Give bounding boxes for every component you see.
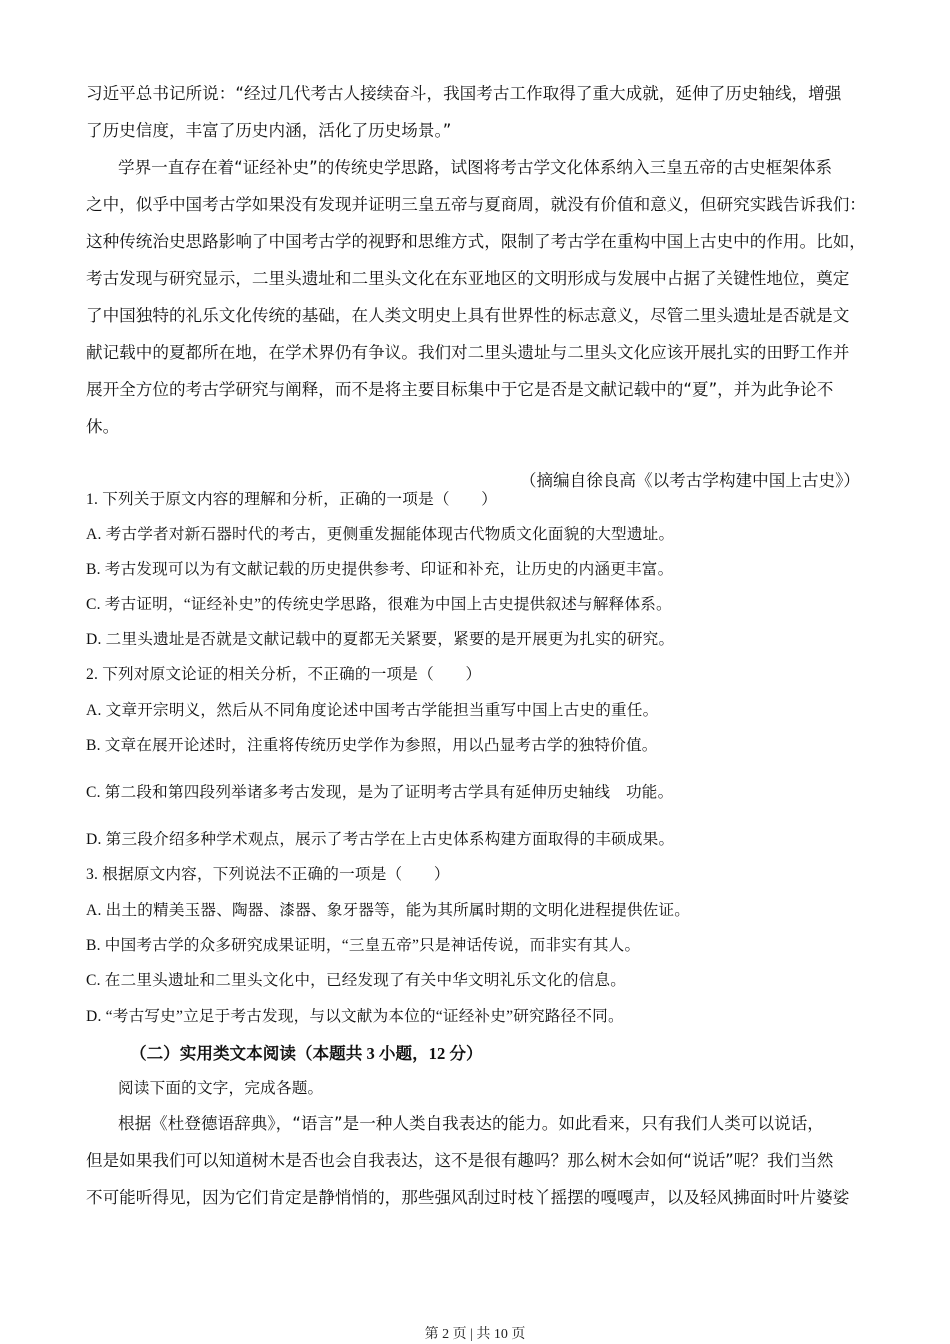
option-c: C. 在二里头遗址和二里头文化中，已经发现了有关中华文明礼乐文化的信息。 xyxy=(86,972,626,989)
option-d: D. 第三段介绍多种学术观点，展示了考古学在上古史体系构建方面取得的丰硕成果。 xyxy=(86,831,675,848)
option-b: B. 考古发现可以为有文献记载的历史提供参考、印证和补充，让历史的内涵更丰富。 xyxy=(86,561,674,578)
paragraph-line: 习近平总书记所说：“经过几代考古人接续奋斗，我国考古工作取得了重大成就，延伸了历史轴线，增强 xyxy=(86,84,842,103)
paragraph-line: 之中，似乎中国考古学如果没有发现并证明三皇五帝与夏商周，就没有价值和意义，但研究实践告诉我们： xyxy=(86,195,866,214)
option-a: A. 文章开宗明义，然后从不同角度论述中国考古学能担当重写中国上古史的重任。 xyxy=(86,702,659,719)
option-b: B. 文章在展开论述时，注重将传统历史学作为参照，用以凸显考古学的独特价值。 xyxy=(86,737,658,754)
paragraph-line: 考古发现与研究显示，二里头遗址和二里头文化在东亚地区的文明形成与发展中占据了关键性地位，奠定 xyxy=(86,269,850,288)
paragraph-line: 根据《杜登德语辞典》，“语言”是一种人类自我表达的能力。如此看来，只有我们人类可以说话， xyxy=(118,1114,824,1133)
option-a: A. 考古学者对新石器时代的考古，更侧重发掘能体现古代物质文化面貌的大型遗址。 xyxy=(86,526,675,543)
paragraph-line: 学界一直存在着“证经补史”的传统史学思路，试图将考古学文化体系纳入三皇五帝的古史框架体系 xyxy=(118,158,833,177)
paragraph-line: 但是如果我们可以知道树木是否也会自我表达，这不是很有趣吗？那么树木会如何“说话”呢？我们当然 xyxy=(86,1151,834,1170)
source-attribution: （摘编自徐良高《以考古学构建中国上古史》） xyxy=(519,470,860,490)
paragraph-line: 了中国独特的礼乐文化传统的基础，在人类文明史上具有世界性的标志意义，尽管二里头遗址是否就是文 xyxy=(86,306,850,325)
option-d: D. “考古写史”立足于考古发现，与以文献为本位的“证经补史”研究路径不同。 xyxy=(86,1008,624,1025)
question-stem: 2. 下列对原文论证的相关分析，不正确的一项是（ ） xyxy=(86,666,482,683)
option-a: A. 出土的精美玉器、陶器、漆器、象牙器等，能为其所属时期的文明化进程提供佐证。 xyxy=(86,902,691,919)
section-heading: （二）实用类文本阅读（本题共 3 小题，12 分） xyxy=(130,1044,483,1063)
option-b: B. 中国考古学的众多研究成果证明，“三皇五帝”只是神话传说，而非实有其人。 xyxy=(86,937,641,954)
option-c: C. 考古证明，“证经补史”的传统史学思路，很难为中国上古史提供叙述与解释体系。 xyxy=(86,596,672,613)
paragraph-line: 献记载中的夏都所在地，在学术界仍有争议。我们对二里头遗址与二里头文化应该开展扎实的田野工作并 xyxy=(86,343,850,362)
paragraph-line: 展开全方位的考古学研究与阐释，而不是将主要目标集中于它是否是文献记载中的“夏”，并为此争论不 xyxy=(86,380,834,399)
section-instruction: 阅读下面的文字，完成各题。 xyxy=(118,1080,324,1097)
paragraph-line: 不可能听得见，因为它们肯定是静悄悄的，那些强风刮过时枝丫摇摆的嘎嘎声，以及轻风拂面时叶片婆娑 xyxy=(86,1188,850,1207)
paragraph-line: 休。 xyxy=(86,417,120,436)
page-footer: 第 2 页 | 共 10 页 xyxy=(424,1327,526,1342)
paragraph-line: 这种传统治史思路影响了中国考古学的视野和思维方式，限制了考古学在重构中国上古史中的作用。比如， xyxy=(86,232,866,251)
question-stem: 1. 下列关于原文内容的理解和分析，正确的一项是（ ） xyxy=(86,491,498,508)
question-stem: 3. 根据原文内容，下列说法不正确的一项是（ ） xyxy=(86,866,450,883)
option-c: C. 第二段和第四段列举诸多考古发现，是为了证明考古学具有延伸历史轴线 功能。 xyxy=(86,784,674,801)
option-d: D. 二里头遗址是否就是文献记载中的夏都无关紧要，紧要的是开展更为扎实的研究。 xyxy=(86,631,675,648)
paragraph-line: 了历史信度，丰富了历史内涵，活化了历史场景。” xyxy=(86,121,452,140)
